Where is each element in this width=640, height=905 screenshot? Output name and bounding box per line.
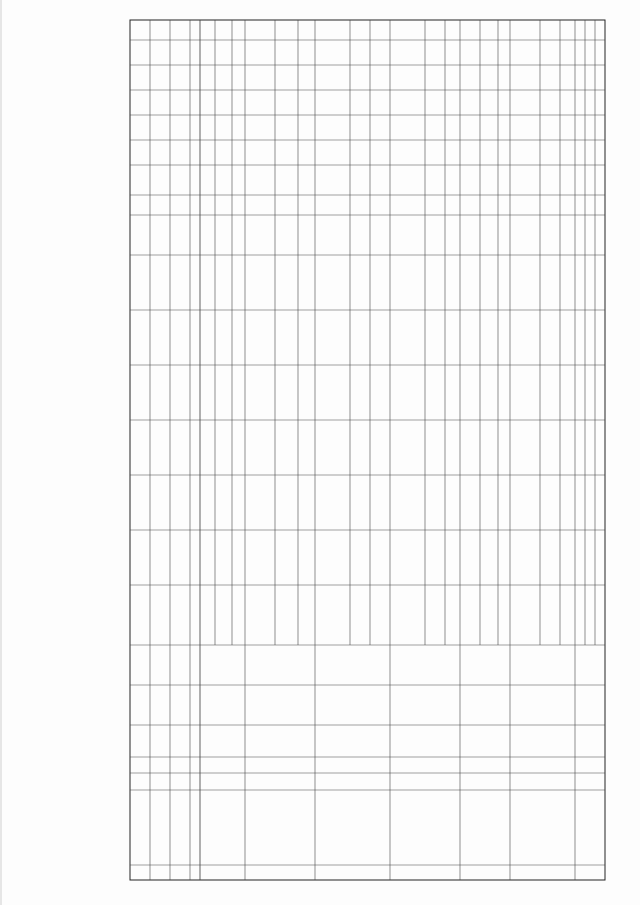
table-frame: [130, 20, 605, 880]
rotated-content: [40, 15, 610, 885]
program-table: [40, 15, 610, 885]
